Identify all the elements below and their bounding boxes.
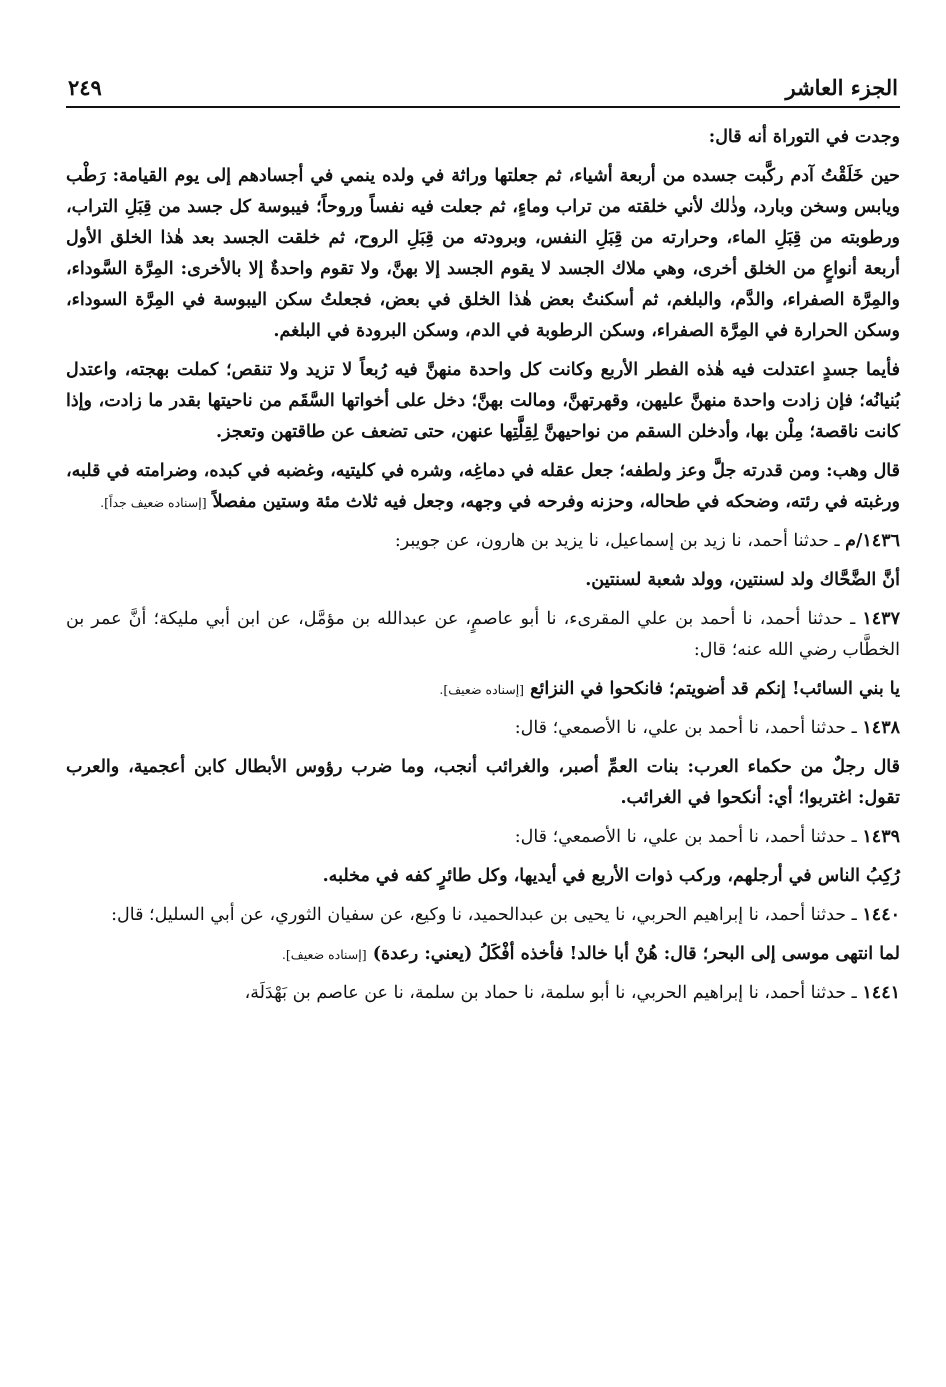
isnad-text: ـ حدثنا أحمد، نا زيد بن إسماعيل، نا يزيد بن هارون، عن جويبر: <box>394 531 840 551</box>
hadith-number: ١٤٤٠ <box>862 905 900 925</box>
paragraph-wahb <box>66 456 900 518</box>
isnad-text: ـ حدثنا أحمد، نا أحمد بن علي، نا الأصمعي؛ قال: <box>514 827 857 847</box>
paragraph-creation: حين خَلَقْتُ آدم ركَّبت جسده من أربعة أشياء، ثم جعلتها وراثة في ولده ينمي في أجسادهم إلى يوم القيامة: رَطْب ويابس وسخن وبارد، وذٰلك لأني خلقته من تراب وماءٍ، ثم جعلت فيه نفساً وروحاً؛ فيبوسة كل جسد من قِبَلِ التراب، ورطوبته من قِبَلِ الماء، وحرارته من قِبَلِ النفس، وبرودته من قِبَلِ الروح، ثم خلقت الجسد بعد هٰذا الخلق الأول أربعة أنواعٍ من الخلق أخرى، وهي ملاك الجسد لا يقوم الجسد إلا بهنَّ، ولا تقوم واحدةٌ إلا بالأخرى: المِرَّة السَّوداء، والمِرَّة الصفراء، والدَّم، والبلغم، ثم أسكنتُ بعض هٰذا الخلق في بعض، فجعلتُ سكن اليبوسة في المِرَّة السوداء، وسكن الحرارة في المِرَّة الصفراء، وسكن الرطوبة في الدم، وسكن البرودة في البلغم. <box>66 166 900 341</box>
isnad-note: [إسناده ضعيف]. <box>439 682 525 697</box>
hadith-1441-isnad <box>66 978 900 1009</box>
hadith-1439-isnad <box>66 822 900 853</box>
isnad-text: ـ حدثنا أحمد، نا إبراهيم الحربي، نا أبو سلمة، نا حماد بن سلمة، نا عن عاصم بن بَهْدَلَة، <box>244 983 857 1003</box>
hadith-number: ١٤٣٧ <box>862 609 900 629</box>
isnad-text: ـ حدثنا أحمد، نا أحمد بن علي المقرىء، نا أبو عاصمٍ، عن عبدالله بن مؤمَّل، عن ابن أبي مليكة؛ أنَّ عمر بن الخطَّاب رضي الله عنه؛ قال: <box>66 609 900 660</box>
matn-text: لما انتهى موسى إلى البحر؛ قال: هُنْ أبا خالد! فأخذه أفْكَلُ (يعني: رعدة) <box>372 944 900 964</box>
hadith-number: ١٤٤١ <box>862 983 900 1003</box>
header-title: الجزء العاشر <box>785 75 898 100</box>
page-number: ٢٤٩ <box>68 75 102 100</box>
hadith-1439-matn: رُكِبُ الناس في أرجلهم، وركب ذوات الأربع في أيديها، وكل طائرٍ كفه في مخلبه. <box>322 866 900 886</box>
hadith-1440-matn <box>66 939 900 970</box>
isnad-note: [إسناده ضعيف جداً]. <box>100 495 207 510</box>
paragraph-balance: فأيما جسدٍ اعتدلت فيه هٰذه الفطر الأربع وكانت كل واحدة منهنَّ فيه رُبعاً لا تزيد ولا تنقص؛ كملت بهجته، واعتدل بُنيانُه؛ فإن زادت واحدة منهنَّ عليهن، وقهرتهنَّ، ومالت بهنَّ؛ دخل على أخواتها السَّقَم من ناحيتها بقدر ما زادت، وإذا كانت ناقصة؛ مِلْن بها، وأدخلن السقم من نواحيهنَّ لِقِلَّتِها عنهن، حتى تضعف عن طاقتهن وتعجز. <box>66 360 900 442</box>
hadith-number: ١٤٣٦/م <box>845 531 900 551</box>
hadith-1436-isnad <box>66 526 900 557</box>
hadith-1436-matn: أنَّ الضَّحَّاك ولد لسنتين، وولد شعبة لسنتين. <box>585 570 900 590</box>
paragraph-intro: وجدت في التوراة أنه قال: <box>708 127 900 147</box>
wahb-text: قال وهب: ومن قدرته جلَّ وعز ولطفه؛ جعل عقله في دماغِه، وشره في كليتيه، وغضبه في كبده، وضرامته في قلبه، ورغبته في رئته، وضحكه في طحاله، وحزنه وفرحه في وجهه، وجعل فيه ثلاث مئة وستين مفصلاً <box>66 461 900 512</box>
hadith-1438-matn: قال رجلٌ من حكماء العرب: بنات العمِّ أصبر، والغرائب أنجب، وما ضرب رؤوس الأبطال كابن أعجمية، والعرب تقول: اغتربوا؛ أي: أنكحوا في الغرائب. <box>66 757 900 808</box>
running-header <box>66 62 900 108</box>
isnad-text: ـ حدثنا أحمد، نا أحمد بن علي، نا الأصمعي؛ قال: <box>514 718 857 738</box>
hadith-1437-matn <box>66 674 900 705</box>
isnad-text: ـ حدثنا أحمد، نا إبراهيم الحربي، نا يحيى بن عبدالحميد، نا وكيع، عن سفيان الثوري، عن أبي السليل؛ قال: <box>111 905 857 925</box>
main-text <box>66 122 900 1009</box>
hadith-number: ١٤٣٩ <box>862 827 900 847</box>
hadith-1438-isnad <box>66 713 900 744</box>
matn-text: يا بني السائب! إنكم قد أضويتم؛ فانكحوا في النزائع <box>530 679 900 699</box>
hadith-1440-isnad <box>66 900 900 931</box>
isnad-note: [إسناده ضعيف]. <box>281 947 367 962</box>
hadith-1437-isnad <box>66 604 900 666</box>
hadith-number: ١٤٣٨ <box>862 718 900 738</box>
